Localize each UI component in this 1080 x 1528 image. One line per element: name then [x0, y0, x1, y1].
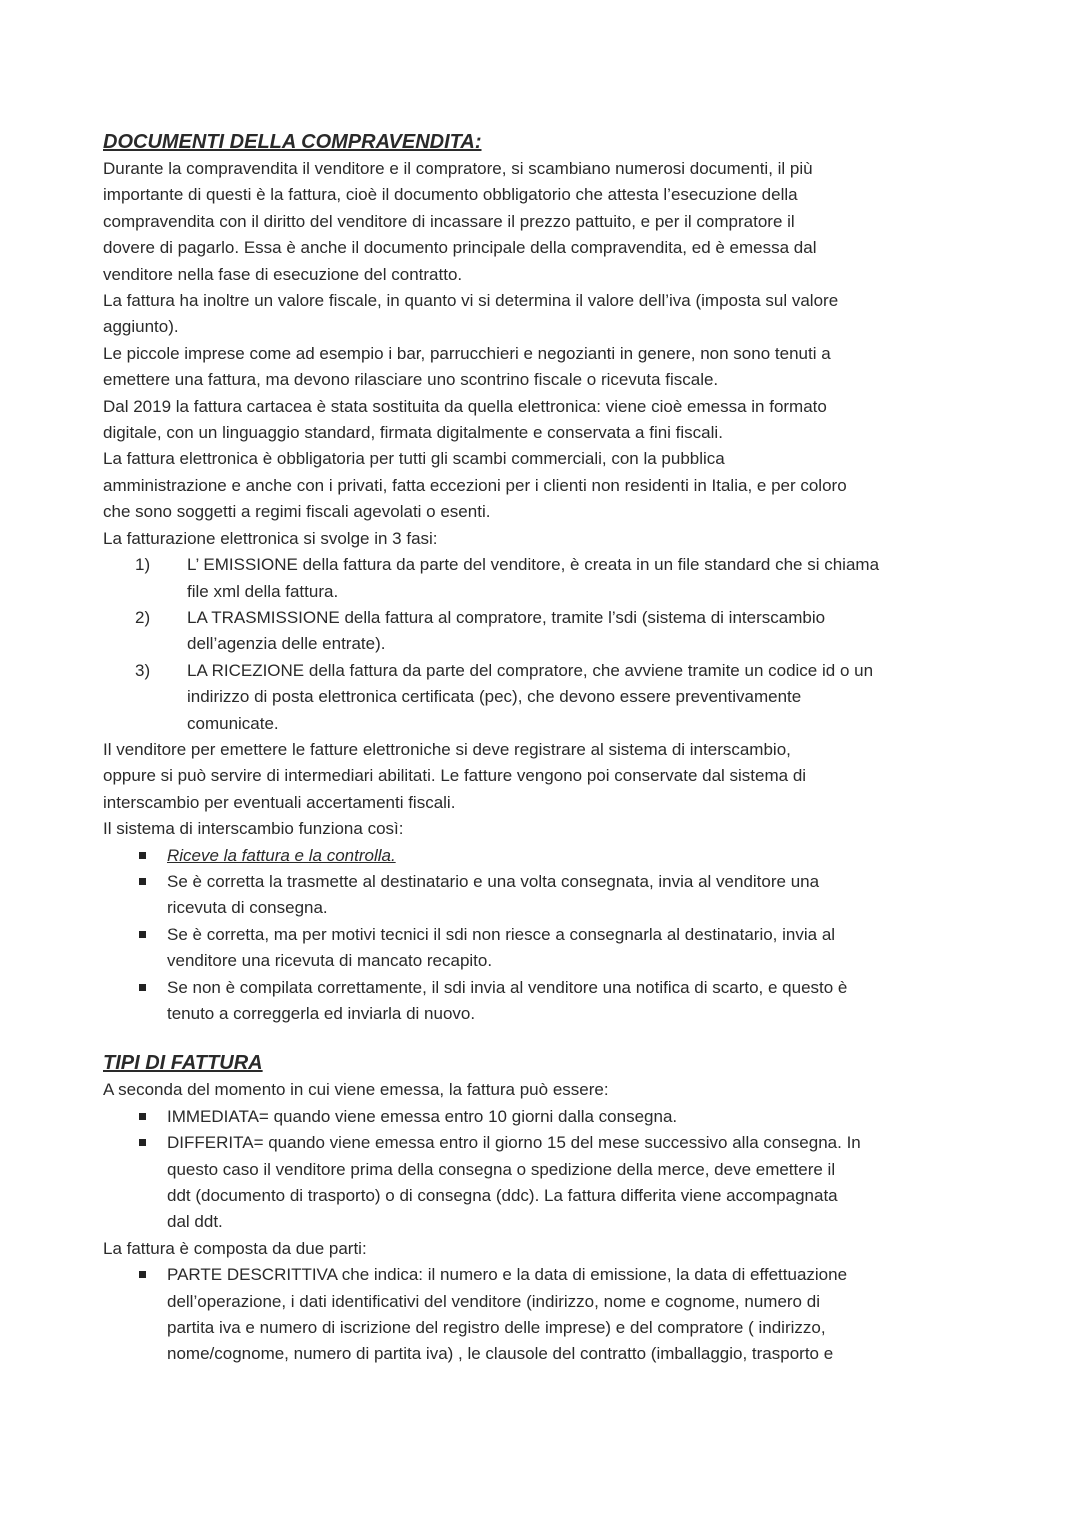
- list-item-text: dell’agenzia delle entrate).: [187, 634, 386, 654]
- paragraph-tipi-intro: A seconda del momento in cui viene emessa, la fattura può essere:: [103, 1080, 609, 1100]
- list-item: [103, 975, 983, 1028]
- list-item: [103, 843, 983, 869]
- list-item-text: Se è corretta la trasmette al destinatario e una volta consegnata, invia al venditore una: [167, 871, 820, 891]
- paragraph-valore-fiscale: [103, 288, 983, 341]
- paragraph-registrazione: [103, 737, 983, 816]
- section-title-documenti: DOCUMENTI DELLA COMPRAVENDITA:: [103, 131, 482, 153]
- list-item-text: Se non è compilata correttamente, il sdi invia al venditore una notifica di scarto, e questo è: [167, 977, 848, 997]
- text-line: venditore nella fase di esecuzione del contratto.: [103, 264, 463, 284]
- list-item-text: L’ EMISSIONE della fattura da parte del venditore, è creata in un file standard che si chiama: [187, 555, 880, 575]
- paragraph-due-parti: La fattura è composta da due parti:: [103, 1238, 367, 1258]
- list-item-text: Riceve la fattura e la controlla.: [167, 845, 396, 865]
- text-line: dovere di pagarlo. Essa è anche il documento principale della compravendita, ed è emessa dal: [103, 238, 817, 258]
- list-item: [103, 605, 983, 658]
- paragraph-sdi-intro: Il sistema di interscambio funziona così:: [103, 819, 404, 839]
- list-item: [103, 1104, 983, 1130]
- sdi-bullet-list: [103, 843, 983, 1028]
- text-line: amministrazione e anche con i privati, fatta eccezioni per i clienti non residenti in Italia, e per coloro: [103, 475, 847, 495]
- list-item: [103, 922, 983, 975]
- paragraph-obbligatoria: [103, 446, 983, 525]
- list-item: [103, 658, 983, 737]
- paragraph-intro: [103, 156, 983, 288]
- phases-list: [103, 552, 983, 737]
- list-number: 3): [135, 660, 151, 680]
- section-title-tipi-fattura: TIPI DI FATTURA: [103, 1052, 263, 1075]
- square-bullet-icon: [103, 869, 167, 922]
- paragraph-piccole-imprese: [103, 341, 983, 394]
- text-line: Il venditore per emettere le fatture elettroniche si deve registrare al sistema di interscambio,: [103, 739, 791, 759]
- list-item-text: dal ddt.: [167, 1212, 223, 1232]
- text-line: che sono soggetti a regimi fiscali agevolati o esenti.: [103, 502, 491, 522]
- list-number: 2): [135, 607, 151, 627]
- square-bullet-icon: [103, 922, 167, 975]
- paragraph-2019: [103, 394, 983, 447]
- list-item-text: partita iva e numero di iscrizione del registro delle imprese) e del compratore ( indirizzo,: [167, 1318, 826, 1338]
- list-item-text: nome/cognome, numero di partita iva) , le clausole del contratto (imballaggio, trasporto e: [167, 1344, 834, 1364]
- paragraph-fasi-intro: La fatturazione elettronica si svolge in 3 fasi:: [103, 528, 438, 548]
- list-item-text: venditore una ricevuta di mancato recapito.: [167, 951, 493, 971]
- square-bullet-icon: [103, 975, 167, 1028]
- list-item-text: comunicate.: [187, 713, 279, 733]
- text-line: oppure si può servire di intermediari abilitati. Le fatture vengono poi conservate dal sistema di: [103, 766, 807, 786]
- list-item: [103, 869, 983, 922]
- text-line: compravendita con il diritto del venditore di incassare il prezzo pattuito, e per il compratore il: [103, 211, 795, 231]
- square-bullet-icon: [103, 1130, 167, 1236]
- square-bullet-icon: [103, 1104, 167, 1130]
- list-item-text: IMMEDIATA= quando viene emessa entro 10 giorni dalla consegna.: [167, 1106, 678, 1126]
- list-item: [103, 1130, 983, 1236]
- text-line: La fattura elettronica è obbligatoria per tutti gli scambi commerciali, con la pubblica: [103, 449, 725, 469]
- list-item-text: Se è corretta, ma per motivi tecnici il sdi non riesce a consegnarla al destinatario, invia al: [167, 924, 836, 944]
- list-item-text: ricevuta di consegna.: [167, 898, 328, 918]
- text-line: Le piccole imprese come ad esempio i bar, parrucchieri e negozianti in genere, non sono tenuti a: [103, 343, 831, 363]
- list-item-text: PARTE DESCRITTIVA che indica: il numero e la data di emissione, la data di effettuazione: [167, 1265, 848, 1285]
- list-item-text: ddt (documento di trasporto) o di consegna (ddc). La fattura differita viene accompagnata: [167, 1186, 838, 1206]
- list-item: [103, 1262, 983, 1368]
- list-item-text: LA TRASMISSIONE della fattura al compratore, tramite l’sdi (sistema di interscambio: [187, 607, 826, 627]
- list-item: [103, 552, 983, 605]
- text-line: Durante la compravendita il venditore e il compratore, si scambiano numerosi documenti, il più: [103, 159, 813, 178]
- text-line: Dal 2019 la fattura cartacea è stata sostituita da quella elettronica: viene cioè emessa in formato: [103, 396, 827, 416]
- list-item-text: tenuto a correggerla ed inviarla di nuovo.: [167, 1004, 476, 1023]
- list-item-text: indirizzo di posta elettronica certificata (pec), che devono essere preventivamente: [187, 687, 802, 707]
- text-line: emettere una fattura, ma devono rilasciare uno scontrino fiscale o ricevuta fiscale.: [103, 370, 719, 390]
- parts-bullet-list: [103, 1262, 983, 1368]
- text-line: aggiunto).: [103, 317, 179, 337]
- list-item-text: LA RICEZIONE della fattura da parte del compratore, che avviene tramite un codice id o un: [187, 660, 874, 680]
- list-number: 1): [135, 555, 151, 575]
- types-bullet-list: [103, 1104, 983, 1236]
- section-spacer: [103, 1027, 983, 1049]
- list-item-text: file xml della fattura.: [187, 581, 339, 601]
- square-bullet-icon: [103, 843, 167, 869]
- text-line: digitale, con un linguaggio standard, firmata digitalmente e conservata a fini fiscali.: [103, 423, 723, 443]
- text-line: importante di questi è la fattura, cioè il documento obbligatorio che attesta l’esecuzione della: [103, 185, 798, 205]
- list-item-text: questo caso il venditore prima della consegna o spedizione della merce, deve emettere il: [167, 1159, 836, 1179]
- text-line: La fattura ha inoltre un valore fiscale, in quanto vi si determina il valore dell’iva (imposta sul valore: [103, 291, 839, 311]
- list-item-text: DIFFERITA= quando viene emessa entro il giorno 15 del mese successivo alla consegna. In: [167, 1133, 861, 1153]
- text-line: interscambio per eventuali accertamenti fiscali.: [103, 792, 456, 812]
- document-content: [103, 128, 983, 1368]
- square-bullet-icon: [103, 1262, 167, 1368]
- list-item-text: dell’operazione, i dati identificativi del venditore (indirizzo, nome e cognome, numero di: [167, 1291, 820, 1311]
